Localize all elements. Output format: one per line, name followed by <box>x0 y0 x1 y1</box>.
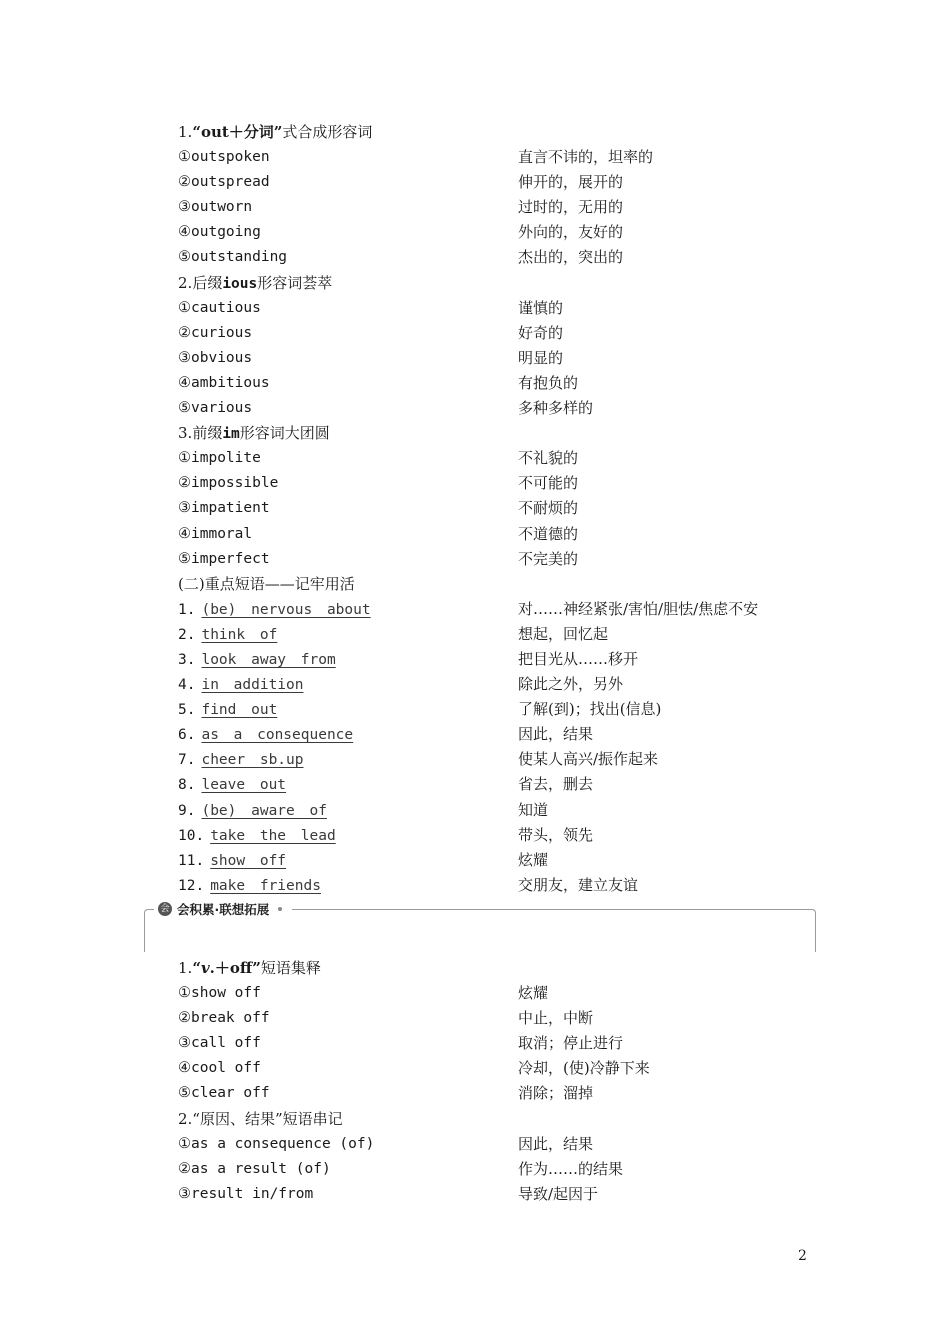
list-item <box>178 446 818 471</box>
word: ⑤outstanding <box>178 249 288 266</box>
heading-text: 后缀 <box>192 273 223 292</box>
word: ⑤various <box>178 400 253 417</box>
word: ④outgoing <box>178 224 261 241</box>
meaning: 带头，领先 <box>518 825 594 844</box>
meaning: 作为……的结果 <box>518 1159 624 1178</box>
phrase-item <box>178 622 818 647</box>
phrase-number: 9. <box>178 802 196 819</box>
heading-text: 式合成形容词 <box>282 123 373 141</box>
section-heading <box>178 421 818 446</box>
meaning: 因此，结果 <box>518 725 594 744</box>
meaning: 多种多样的 <box>518 399 594 418</box>
word: ②as a result (of) <box>178 1160 331 1177</box>
word: ③call off <box>178 1035 261 1052</box>
meaning: 不可能的 <box>518 474 579 493</box>
dot-icon <box>278 907 282 911</box>
meaning: 中止，中断 <box>518 1009 594 1028</box>
word: ①as a consequence (of) <box>178 1135 375 1152</box>
list-item <box>178 1056 818 1081</box>
list-item <box>178 471 818 496</box>
meaning: 有抱负的 <box>518 373 579 392</box>
phrase-answer: find out <box>201 702 278 719</box>
phrase-number: 3. <box>178 651 196 668</box>
word: ①cautious <box>178 299 261 316</box>
phrase-item <box>178 772 818 797</box>
list-item <box>178 371 818 396</box>
heading-bold: im <box>222 426 240 443</box>
meaning: 炫耀 <box>518 850 549 869</box>
word: ③obvious <box>178 349 253 366</box>
heading-text: 形容词荟萃 <box>257 273 333 292</box>
word: ④ambitious <box>178 374 270 391</box>
list-item <box>178 1006 818 1031</box>
banner-title: 会积累·联想拓展 <box>177 902 270 917</box>
list-item <box>178 496 818 521</box>
phrase-answer: take the lead <box>210 827 336 844</box>
meaning: 伸开的，展开的 <box>518 173 624 192</box>
meaning: 消除；溜掉 <box>518 1084 594 1103</box>
heading-number: 1. <box>178 959 193 977</box>
phrase-item <box>178 597 818 622</box>
word: ①outspoken <box>178 149 270 166</box>
phrases-heading: (二)重点短语——记牢用活 <box>178 574 355 593</box>
list-item <box>178 220 818 245</box>
meaning: 谨慎的 <box>518 298 564 317</box>
phrase-number: 10. <box>178 827 205 844</box>
word: ①show off <box>178 985 261 1002</box>
banner-badge-icon: 会 <box>158 902 172 916</box>
meaning: 把目光从……移开 <box>518 649 639 668</box>
section-v-off <box>178 956 818 1207</box>
phrase-answer: cheer sb.up <box>201 752 304 769</box>
meaning: 使某人高兴/振作起来 <box>518 750 659 769</box>
section-heading: 2.“原因、结果”短语串记 <box>178 1109 343 1128</box>
list-item <box>178 346 818 371</box>
meaning: 对……神经紧张/害怕/胆怯/焦虑不安 <box>518 599 759 618</box>
phrase-item <box>178 848 818 873</box>
phrase-item <box>178 798 818 823</box>
list-item <box>178 981 818 1006</box>
phrase-answer: leave out <box>201 777 287 794</box>
phrase-answer: think of <box>201 626 278 643</box>
meaning: 明显的 <box>518 348 564 367</box>
phrase-number: 1. <box>178 601 196 618</box>
phrase-answer: make friends <box>210 877 321 894</box>
list-item <box>178 195 818 220</box>
phrase-answer: (be) nervous about <box>201 601 371 618</box>
meaning: 交朋友，建立友谊 <box>518 875 639 894</box>
phrase-item <box>178 873 818 898</box>
phrase-answer: as a consequence <box>201 727 354 744</box>
meaning: 直言不讳的，坦率的 <box>518 148 654 167</box>
heading-number: 3. <box>178 424 193 443</box>
meaning: 不完美的 <box>518 549 579 568</box>
heading-number: 1. <box>178 123 193 141</box>
phrase-number: 7. <box>178 752 196 769</box>
phrase-answer: (be) aware of <box>201 802 327 819</box>
list-item <box>178 145 818 170</box>
heading-bold: “ <box>192 959 201 977</box>
phrase-number: 8. <box>178 777 196 794</box>
meaning: 导致/起因于 <box>518 1184 599 1203</box>
phrase-answer: look away from <box>201 651 336 668</box>
section-heading <box>178 120 818 145</box>
word: ④immoral <box>178 525 253 542</box>
word: ⑤imperfect <box>178 550 270 567</box>
list-item <box>178 1157 818 1182</box>
meaning: 了解(到)；找出(信息) <box>518 700 662 719</box>
word: ②outspread <box>178 174 270 191</box>
meaning: 好奇的 <box>518 323 564 342</box>
word: ②curious <box>178 324 253 341</box>
section-heading <box>178 956 818 981</box>
meaning: 想起，回忆起 <box>518 624 609 643</box>
meaning: 除此之外，另外 <box>518 675 624 694</box>
phrase-item <box>178 722 818 747</box>
meaning: 知道 <box>518 800 549 819</box>
section-heading <box>178 271 818 296</box>
phrase-item <box>178 823 818 848</box>
heading-bold: “out＋分词” <box>192 123 283 141</box>
phrase-item <box>178 697 818 722</box>
word: ⑤clear off <box>178 1085 270 1102</box>
meaning: 不礼貌的 <box>518 449 579 468</box>
section-banner <box>144 900 816 952</box>
list-item <box>178 296 818 321</box>
meaning: 杰出的，突出的 <box>518 248 624 267</box>
list-item <box>178 1132 818 1157</box>
list-item <box>178 1182 818 1207</box>
word: ③impatient <box>178 500 270 517</box>
list-item <box>178 245 818 270</box>
phrase-item <box>178 747 818 772</box>
page-number: 2 <box>798 1248 807 1264</box>
heading-text: 短语集释 <box>260 959 321 977</box>
list-item <box>178 1081 818 1106</box>
heading-bold: .＋off” <box>209 959 261 977</box>
meaning: 炫耀 <box>518 984 549 1003</box>
heading-number: 2. <box>178 273 193 292</box>
meaning: 取消；停止进行 <box>518 1034 624 1053</box>
list-item <box>178 396 818 421</box>
heading-bold-italic: v <box>200 959 210 977</box>
section-out-participle <box>178 120 818 898</box>
meaning: 冷却，(使)冷静下来 <box>518 1059 650 1078</box>
phrase-number: 2. <box>178 626 196 643</box>
heading-text: 前缀 <box>192 424 223 443</box>
phrase-item <box>178 647 818 672</box>
meaning: 外向的，友好的 <box>518 223 624 242</box>
list-item <box>178 547 818 572</box>
phrase-answer: show off <box>210 852 287 869</box>
heading-text: 形容词大团圆 <box>239 424 330 443</box>
phrase-item <box>178 672 818 697</box>
word: ③outworn <box>178 199 253 216</box>
phrase-number: 6. <box>178 727 196 744</box>
phrase-answer: in addition <box>201 677 304 694</box>
phrase-number: 4. <box>178 677 196 694</box>
meaning: 过时的，无用的 <box>518 198 624 217</box>
phrase-number: 12. <box>178 877 205 894</box>
list-item <box>178 321 818 346</box>
heading-bold: ious <box>222 275 258 292</box>
list-item <box>178 170 818 195</box>
list-item <box>178 522 818 547</box>
word: ③result in/from <box>178 1185 314 1202</box>
meaning: 省去，删去 <box>518 775 594 794</box>
word: ②impossible <box>178 475 279 492</box>
meaning: 因此，结果 <box>518 1134 594 1153</box>
list-item <box>178 1031 818 1056</box>
meaning: 不道德的 <box>518 524 579 543</box>
word: ②break off <box>178 1010 270 1027</box>
phrase-number: 11. <box>178 852 205 869</box>
banner-tab <box>154 900 292 918</box>
meaning: 不耐烦的 <box>518 499 579 518</box>
word: ④cool off <box>178 1060 261 1077</box>
phrase-number: 5. <box>178 702 196 719</box>
word: ①impolite <box>178 450 261 467</box>
